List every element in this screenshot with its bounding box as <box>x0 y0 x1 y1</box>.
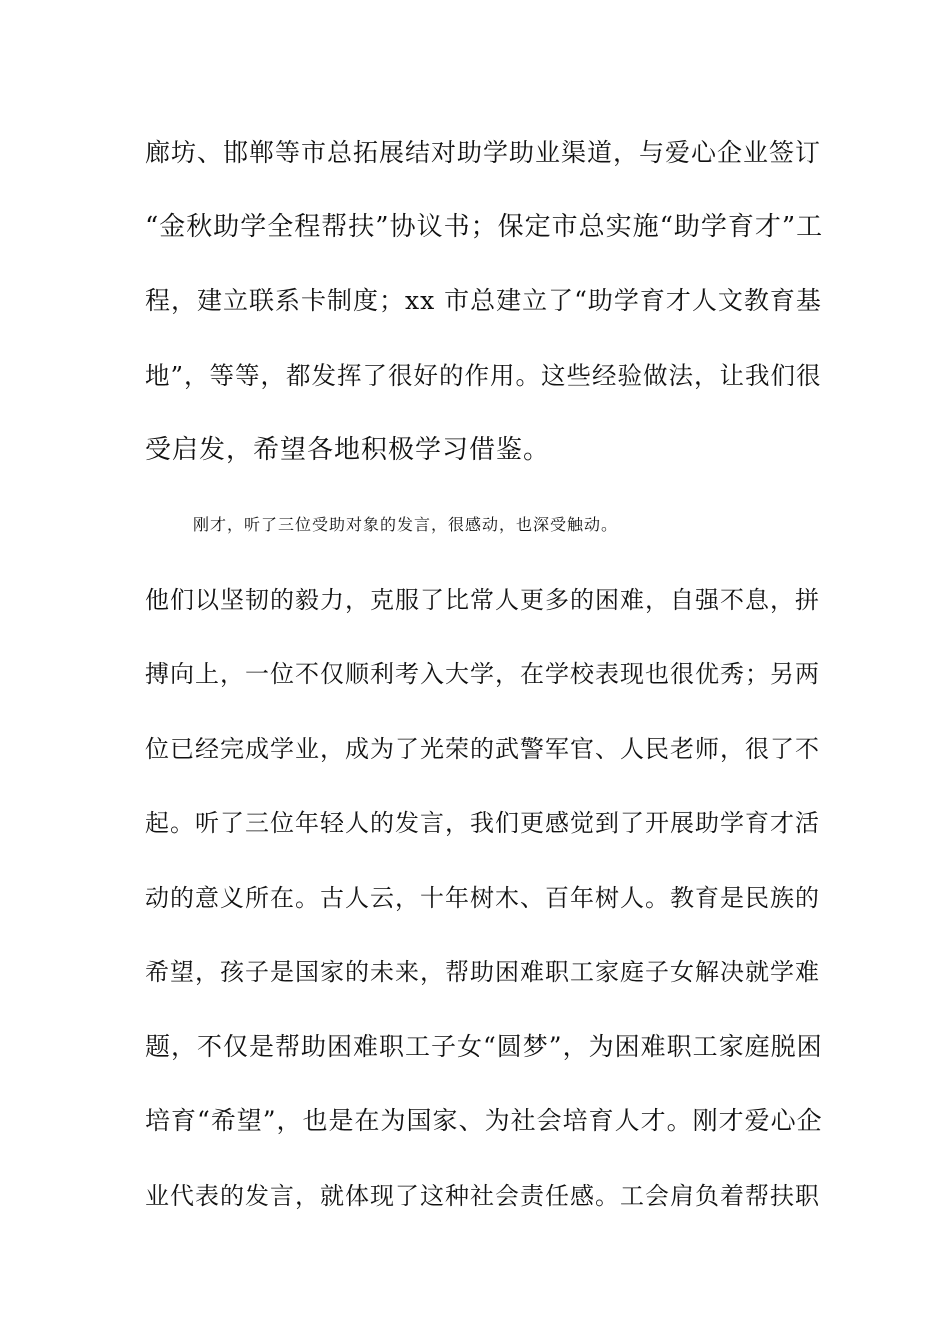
text-line: 程，建立联系卡制度；xx 市总建立了“助学育才人文教育基 <box>145 286 822 315</box>
paragraph-first-line: 刚才，听了三位受助对象的发言，很感动，也深受触动。 <box>193 515 619 534</box>
text-line: 动的意义所在。古人云，十年树木、百年树人。教育是民族的 <box>145 884 820 912</box>
text-line: 起。听了三位年轻人的发言，我们更感觉到了开展助学育才活 <box>145 809 820 837</box>
text-line: 他们以坚韧的毅力，克服了比常人更多的困难，自强不息，拼 <box>145 586 820 614</box>
text-line: 题，不仅是帮助困难职工子女“圆梦”，为困难职工家庭脱困 <box>145 1032 823 1061</box>
text-line: 搏向上，一位不仅顺利考入大学，在学校表现也很优秀；另两 <box>145 660 820 688</box>
text-line: 廊坊、邯郸等市总拓展结对助学助业渠道，与爱心企业签订 <box>145 138 822 167</box>
text-line: 培育“希望”，也是在为国家、为社会培育人才。刚才爱心企 <box>145 1106 823 1135</box>
text-line: 受启发，希望各地积极学习借鉴。 <box>145 435 551 465</box>
text-line: “金秋助学全程帮扶”协议书；保定市总实施“助学育才”工 <box>145 212 824 242</box>
text-line: 地”，等等，都发挥了很好的作用。这些经验做法，让我们很 <box>145 361 822 390</box>
text-line: 位已经完成学业，成为了光荣的武警军官、人民老师，很了不 <box>145 735 820 763</box>
text-line: 业代表的发言，就体现了这种社会责任感。工会肩负着帮扶职 <box>145 1182 820 1210</box>
text-line: 希望，孩子是国家的未来，帮助困难职工家庭子女解决就学难 <box>145 958 820 986</box>
